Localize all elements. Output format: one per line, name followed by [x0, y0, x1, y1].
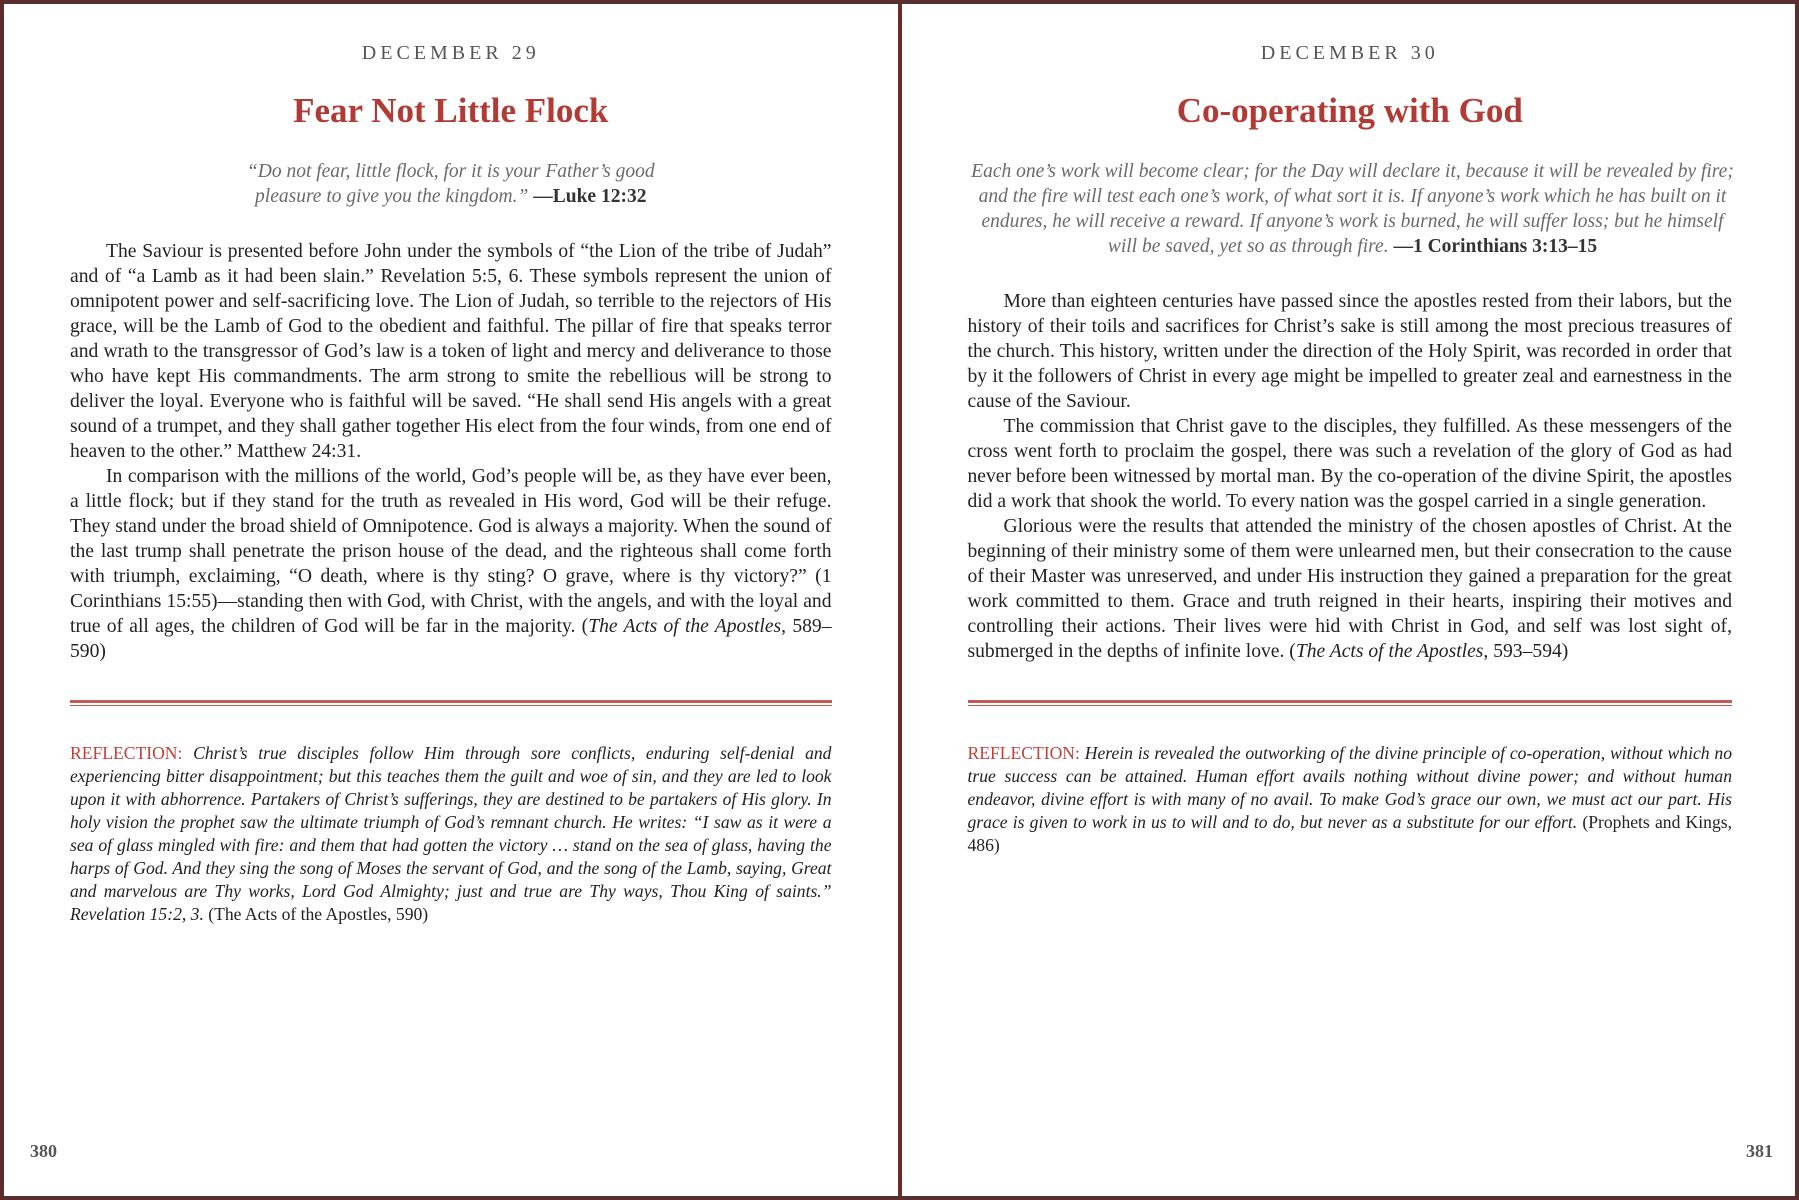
verse-text: Each one’s work will become clear; for the Day will declare it, because it will be revealed by fire; and the fire will test each one’s work, of what sort it is. If anyone’s work which he has built on it endures, he will receive a reward. If anyone’s work is burned, he will suffer loss; but he himself will be saved, yet so as through fire. [971, 161, 1734, 257]
verse-text: “Do not fear, little flock, for it is your Father’s good pleasure to give you the kingdom.” [246, 161, 655, 207]
page-number: 381 [1746, 1141, 1773, 1161]
body-paragraph: More than eighteen centuries have passed since the apostles rested from their labors, but the history of their toils and sacrifices for Christ’s sake is still among the most precious treasures of the church. This history, written under the direction of the Holy Spirit, was recorded in order that by it the followers of Christ in every age might be impelled to greater zeal and earnestness in the cause of the Saviour. [967, 291, 1732, 412]
page-title: Fear Not Little Flock [293, 91, 609, 130]
citation-pages: , 593–594) [1483, 641, 1569, 662]
scripture-verse [968, 159, 1738, 259]
reflection-source: (The Acts of the Apostles, 590) [208, 904, 429, 924]
right-page-content [968, 4, 1733, 1196]
body-paragraph: The commission that Christ gave to the disciples, they fulfilled. As these messengers of the cross went forth to proclaim the gospel, there was such a revelation of the glory of God as had never before been witnessed by mortal man. By the co-operation of the divine Spirit, the apostles did a work that shook the world. To every nation was the gospel carried in a single generation. [967, 416, 1732, 512]
page-number: 380 [30, 1141, 57, 1161]
paragraph-text: In comparison with the millions of the world, God’s people will be, as they have ever been, a little flock; but if they stand for the truth as revealed in His word, God will be their refuge. They stand under the broad shield of Omnipotence. God is always a majority. When the sound of the last trump shall penetrate the prison house of the dead, and the righteous shall come forth with triumph, exclaiming, “O death, where is thy sting? O grave, where is thy victory?” (1 Corinthians 15:55)—standing then with God, with Christ, with the angels, and with the loyal and true of all ages, the children of God will be far in the majority. ( [70, 466, 832, 637]
devotional-body [70, 239, 832, 664]
body-paragraph: The Saviour is presented before John under the symbols of “the Lion of the tribe of Judah” and of “a Lamb as it had been slain.” Revelation 5:5, 6. These symbols represent the union of omnipotent power and self-sacrificing love. The Lion of Judah, so terrible to the rejectors of His grace, will be the Lamb of God to the obedient and faithful. The pillar of fire that speaks terror and wrath to the transgressor of God’s law is a token of light and mercy and deliverance to those who have kept His commandments. The arm strong to smite the rebellious will be strong to deliver the loyal. Everyone who is faithful will be saved. “He shall send His angels with a great sound of a trumpet, and they shall gather together His elect from the four winds, from one end of heaven to the other.” Matthew 24:31. [70, 241, 832, 462]
left-page [4, 4, 900, 1196]
page-date: DECEMBER 30 [1260, 42, 1439, 64]
citation-title: The Acts of the Apostles [1295, 641, 1484, 662]
devotional-body [968, 289, 1733, 664]
reflection-label: REFLECTION: [70, 743, 183, 763]
reflection-text: Herein is revealed the outworking of the divine principle of co-operation, without which no true success can be attained. Human effort avails nothing without divine power; and without human endeavor, divine effort is with many of no avail. To make God’s grace our own, we must act our part. His grace is given to work in us to will and to do, but never as a substitute for our effort. [967, 743, 1732, 832]
section-divider [70, 700, 832, 706]
left-page-content [70, 4, 832, 1196]
page-title: Co-operating with God [1176, 91, 1523, 130]
reflection-source: (Prophets and Kings, 486) [967, 812, 1732, 855]
reflection-block [70, 742, 832, 926]
verse-reference: —1 Corinthians 3:13–15 [1393, 236, 1598, 257]
right-page [900, 4, 1796, 1196]
paragraph-text: Glorious were the results that attended the ministry of the chosen apostles of Christ. At the beginning of their ministry some of them were unlearned men, but their consecration to the cause of their Master was unreserved, and under His instruction they gained a preparation for the great work committed to them. Grace and truth reigned in their hearts, inspiring their motives and controlling their actions. Their lives were hid with Christ in God, and self was lost sight of, submerged in the depths of infinite love. ( [967, 516, 1732, 662]
citation-pages: , 589–590) [70, 616, 832, 662]
citation-title: The Acts of the Apostles [588, 616, 782, 637]
body-paragraph [70, 464, 832, 664]
body-paragraph [968, 514, 1733, 664]
verse-reference: —Luke 12:32 [533, 186, 647, 207]
reflection-label: REFLECTION: [967, 743, 1080, 763]
page-date: DECEMBER 29 [361, 42, 540, 64]
reflection-text: Christ’s true disciples follow Him through sore conflicts, enduring self-denial and experiencing bitter disappointment; but this teaches them the guilt and woe of sin, and they are led to look upon it with abhorrence. Partakers of Christ’s sufferings, they are destined to be partakers of His glory. In holy vision the prophet saw the ultimate triumph of God’s remnant church. He writes: “I saw as it were a sea of glass mingled with fire: and them that had gotten the victory … stand on the sea of glass, having the harps of God. And they sing the song of Moses the servant of God, and the song of the Lamb, saying, Great and marvelous are Thy works, Lord God Almighty; just and true are Thy ways, Thou King of saints.” Revelation 15:2, 3. [70, 743, 832, 924]
reflection-block [968, 742, 1733, 857]
scripture-verse [216, 159, 686, 209]
section-divider [968, 700, 1733, 706]
